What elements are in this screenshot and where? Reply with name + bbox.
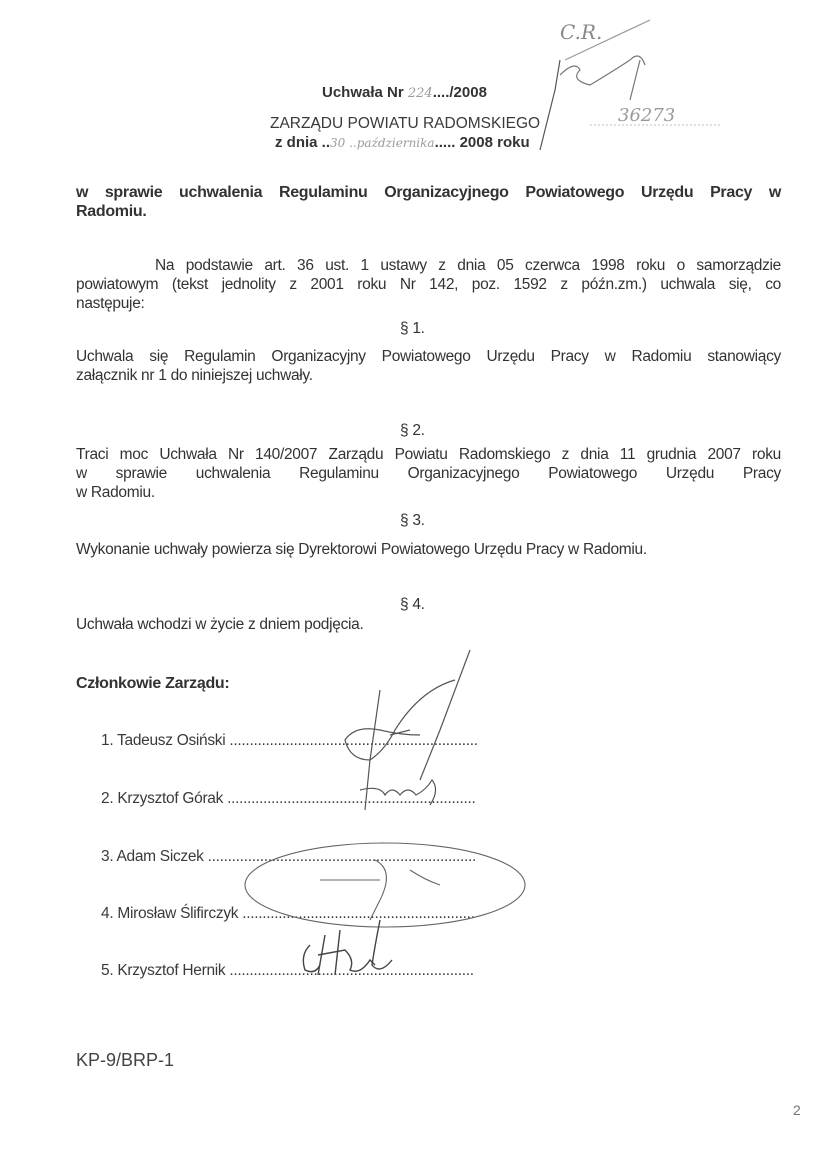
handwritten-registry-number: 36273	[618, 105, 676, 126]
date-prefix: z dnia ..	[275, 134, 331, 151]
section-2-line: w sprawie uchwalenia Regulaminu Organizacyjnego Powiatowego Urzędu Pracy	[76, 465, 781, 482]
title-prefix: Uchwała Nr	[322, 84, 404, 101]
section-1-line: załącznik nr 1 do niniejszej uchwały.	[76, 367, 313, 384]
subject-line-2: Radomiu.	[76, 203, 147, 220]
section-2-line: w Radomiu.	[76, 484, 155, 501]
member-item: 5. Krzysztof Hernik .............................................................	[101, 962, 474, 979]
section-3-line: Wykonanie uchwały powierza się Dyrektorowi Powiatowego Urzędu Pracy w Radomiu.	[76, 541, 647, 558]
resolution-title	[322, 84, 487, 101]
page-number: 2	[793, 1102, 801, 1118]
handwritten-number: 224	[407, 86, 433, 101]
date-suffix: ..... 2008 roku	[434, 134, 530, 151]
subject-line-1: w sprawie uchwalenia Regulaminu Organizacyjnego Powiatowego Urzędu Pracy w	[76, 184, 781, 201]
document-reference: KP-9/BRP-1	[76, 1050, 175, 1070]
member-item: 4. Mirosław Ślifirczyk ..........................................................	[101, 905, 475, 922]
section-2-line: Traci moc Uchwała Nr 140/2007 Zarządu Powiatu Radomskiego z dnia 11 grudnia 2007 roku	[76, 446, 781, 463]
section-4-line: Uchwała wchodzi w życie z dniem podjęcia.	[76, 616, 364, 633]
resolution-date	[275, 134, 530, 151]
member-item: 1. Tadeusz Osiński ..............................................................	[101, 732, 478, 749]
authority-name: ZARZĄDU POWIATU RADOMSKIEGO	[270, 115, 541, 132]
section-1-line: Uchwala się Regulamin Organizacyjny Powiatowego Urzędu Pracy w Radomiu stanowiący	[76, 348, 781, 365]
member-item: 3. Adam Siczek ...................................................................	[101, 848, 477, 865]
handwritten-date: 30 ..października	[330, 136, 435, 150]
preamble-line-2: powiatowym (tekst jednolity z 2001 roku Nr 142, poz. 1592 z późn.zm.) uchwala się, co	[76, 276, 781, 293]
handwritten-initials: C.R.	[560, 20, 603, 44]
preamble-line-1: Na podstawie art. 36 ust. 1 ustawy z dnia 05 czerwca 1998 roku o samorządzie	[155, 257, 781, 274]
section-3-heading: § 3.	[400, 512, 425, 529]
section-4-heading: § 4.	[400, 596, 425, 613]
members-heading: Członkowie Zarządu:	[76, 675, 230, 692]
section-1-heading: § 1.	[400, 320, 425, 337]
section-2-heading: § 2.	[400, 422, 425, 439]
member-item: 2. Krzysztof Górak ..............................................................	[101, 790, 476, 807]
preamble-line-3: następuje:	[76, 295, 145, 312]
signature-osinski	[345, 650, 470, 810]
title-suffix: ..../2008	[432, 84, 487, 101]
